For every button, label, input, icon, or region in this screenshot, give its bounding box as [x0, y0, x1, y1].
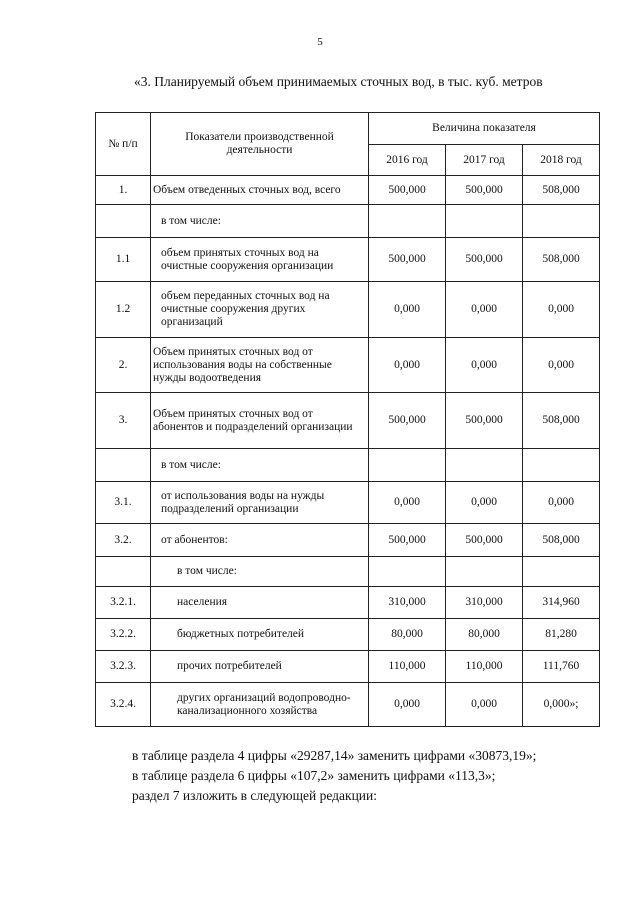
row-num: [96, 557, 151, 587]
table-row: [96, 449, 600, 482]
header-num: № п/п: [96, 113, 151, 176]
row-value: 0,000: [446, 683, 523, 727]
row-num: 3.2.1.: [96, 587, 151, 619]
row-label: прочих потребителей: [151, 651, 369, 683]
row-label: Объем принятых сточных вод от абонентов и подразделений организации: [151, 393, 369, 449]
row-label: бюджетных потребителей: [151, 619, 369, 651]
row-value: 508,000: [523, 524, 600, 557]
row-value: [523, 557, 600, 587]
row-value: 111,760: [523, 651, 600, 683]
row-value: [523, 449, 600, 482]
header-year-2018: 2018 год: [523, 145, 600, 176]
table-row: [96, 482, 600, 524]
table-row: [96, 524, 600, 557]
row-num: 3.2.: [96, 524, 151, 557]
row-value: 81,280: [523, 619, 600, 651]
row-value: [369, 449, 446, 482]
row-num: 1.: [96, 176, 151, 205]
row-value: 0,000: [523, 282, 600, 338]
row-label: в том числе:: [151, 557, 369, 587]
row-value: [369, 205, 446, 238]
footer-text: [132, 746, 536, 806]
row-value: 314,960: [523, 587, 600, 619]
row-value: 500,000: [446, 238, 523, 282]
row-label: Объем принятых сточных вод от использования воды на собственные нужды водоотведения: [151, 338, 369, 393]
header-year-2017: 2017 год: [446, 145, 523, 176]
row-num: 3.2.2.: [96, 619, 151, 651]
row-value: 500,000: [446, 176, 523, 205]
row-value: 0,000: [369, 282, 446, 338]
header-year-2016: 2016 год: [369, 145, 446, 176]
row-label: в том числе:: [151, 205, 369, 238]
row-value: 508,000: [523, 393, 600, 449]
row-label: от абонентов:: [151, 524, 369, 557]
footer-line: в таблице раздела 4 цифры «29287,14» заменить цифрами «30873,19»;: [132, 748, 537, 763]
row-value: [523, 205, 600, 238]
row-label: объем переданных сточных вод на очистные сооружения других организаций: [151, 282, 369, 338]
table-row: [96, 338, 600, 393]
table-row: [96, 683, 600, 727]
row-num: 1.1: [96, 238, 151, 282]
row-value: 500,000: [369, 238, 446, 282]
row-value: 0,000: [523, 482, 600, 524]
row-value: 508,000: [523, 238, 600, 282]
footer-line: в таблице раздела 6 цифры «107,2» заменить цифрами «113,3»;: [132, 768, 496, 783]
row-label: объем принятых сточных вод на очистные сооружения организации: [151, 238, 369, 282]
table-row: [96, 651, 600, 683]
row-value: 110,000: [369, 651, 446, 683]
table-row: [96, 238, 600, 282]
row-value: 0,000»;: [523, 683, 600, 727]
table-row: [96, 587, 600, 619]
row-label: в том числе:: [151, 449, 369, 482]
row-num: 3.2.3.: [96, 651, 151, 683]
section-heading: «3. Планируемый объем принимаемых сточных вод, в тыс. куб. метров: [134, 74, 543, 89]
row-value: 0,000: [369, 482, 446, 524]
page-number: 5: [317, 36, 323, 48]
row-value: [446, 557, 523, 587]
row-value: 0,000: [446, 282, 523, 338]
row-value: 80,000: [446, 619, 523, 651]
row-value: 310,000: [446, 587, 523, 619]
row-value: 500,000: [446, 524, 523, 557]
row-value: 508,000: [523, 176, 600, 205]
row-value: 0,000: [369, 683, 446, 727]
row-value: 0,000: [523, 338, 600, 393]
row-label: населения: [151, 587, 369, 619]
row-value: 500,000: [369, 524, 446, 557]
row-value: 500,000: [369, 176, 446, 205]
wastewater-table: [95, 112, 600, 727]
table-row: [96, 393, 600, 449]
row-value: 500,000: [369, 393, 446, 449]
row-num: 3.: [96, 393, 151, 449]
table-row: [96, 619, 600, 651]
row-num: 3.1.: [96, 482, 151, 524]
row-value: 310,000: [369, 587, 446, 619]
row-value: 110,000: [446, 651, 523, 683]
row-value: 0,000: [369, 338, 446, 393]
row-num: 2.: [96, 338, 151, 393]
row-num: [96, 205, 151, 238]
row-value: [446, 449, 523, 482]
row-num: 1.2: [96, 282, 151, 338]
table-row: [96, 205, 600, 238]
table-row: [96, 176, 600, 205]
row-value: 500,000: [446, 393, 523, 449]
row-value: [369, 557, 446, 587]
row-label: других организаций водопроводно-канализационного хозяйства: [151, 683, 369, 727]
row-value: 0,000: [446, 482, 523, 524]
header-value-group: Величина показателя: [369, 113, 600, 145]
header-indicator: Показатели производственной деятельности: [151, 113, 369, 176]
row-label: от использования воды на нужды подразделений организации: [151, 482, 369, 524]
row-num: 3.2.4.: [96, 683, 151, 727]
row-value: [446, 205, 523, 238]
row-value: 80,000: [369, 619, 446, 651]
table-row: [96, 282, 600, 338]
row-num: [96, 449, 151, 482]
footer-line: раздел 7 изложить в следующей редакции:: [132, 788, 378, 803]
row-value: 0,000: [446, 338, 523, 393]
row-label: Объем отведенных сточных вод, всего: [151, 176, 369, 205]
table-row: [96, 557, 600, 587]
